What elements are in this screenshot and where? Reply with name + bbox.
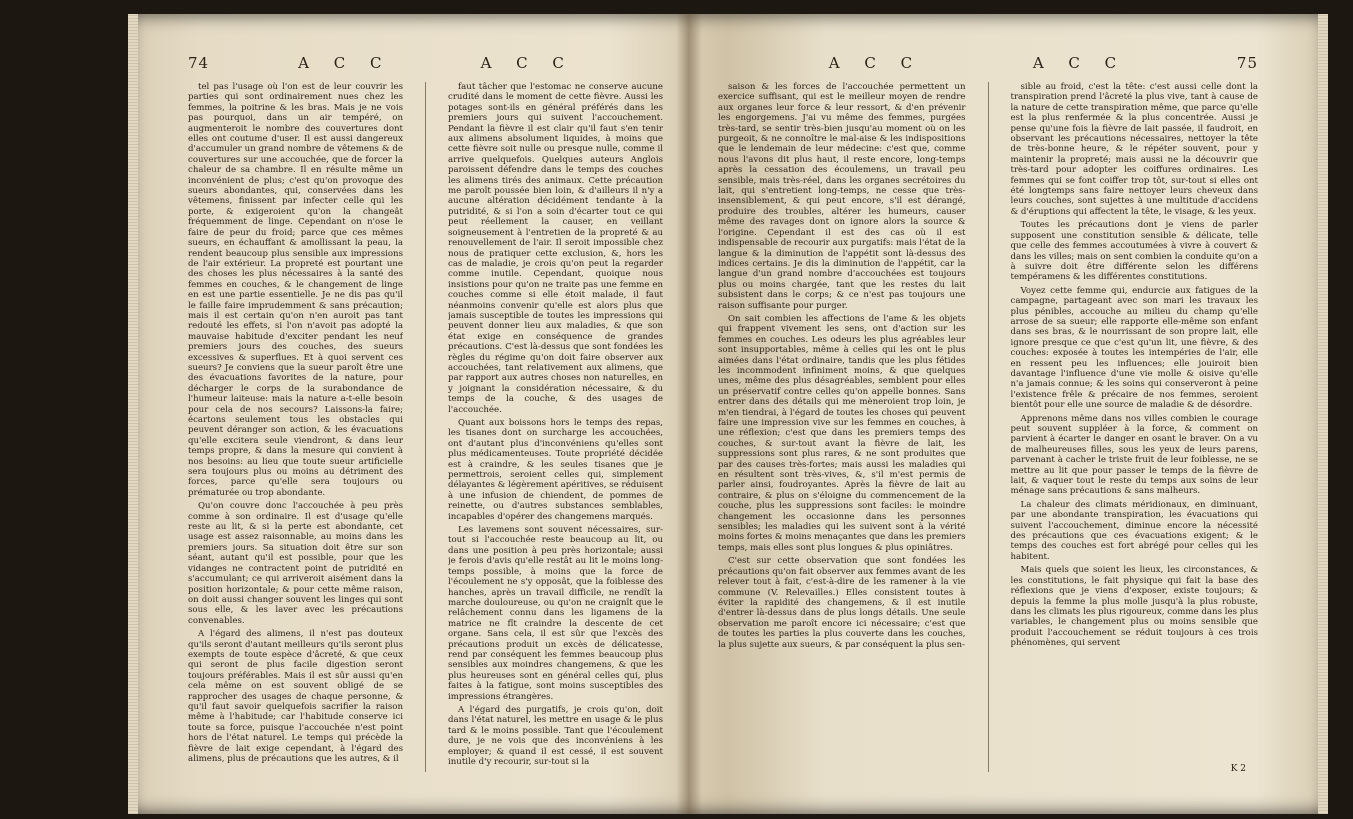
paragraph: A l'égard des alimens, il n'est pas douteux qu'ils seront d'autant meilleurs qu'ils seront plus exempts de toute espèce d'âcreté, & que ceux qui seront de plus facile digestion seront toujours préférables. Mais il est sûr aussi qu'en cela même on est souvent obligé de se rapprocher des usages de chaque personne, & qu'il faut savoir quelquefois sacrifier la raison même à l'habitude; car l'habitude conserve ici toute sa force, puisque l'accouchée n'est point hors de l'état naturel. Le temps qui précède la fièvre de lait exige cependant, à l'égard des alimens, plus de précautions que les autres, & il	[188, 629, 403, 764]
left-column-2	[448, 82, 663, 772]
paragraph: Apprenons même dans nos villes combien le courage peut souvent suppléer à la force, & comment on parvient à écarter le danger en osant le braver. On a vu de malheureuses filles, sous les yeux de leurs parens, parvenant à cacher le triste fruit de leur foiblesse, ne se mettre au lit que pour passer le temps de la fièvre de lait, & vaquer tout le reste du temps aux soins de leur ménage sans précautions & sans malheurs.	[1010, 413, 1258, 497]
right-head-left: A C C	[828, 54, 923, 72]
paragraph: La chaleur des climats méridionaux, en diminuant, par une abondante transpiration, les évacuations qui suivent l'accouchement, diminue encore la nécessité des précautions que ces évacuations exigent; & le temps des couches est fort abrégé pour celles qui les habitent.	[1010, 499, 1258, 562]
right-page	[718, 54, 1258, 772]
column-rule	[988, 82, 989, 772]
paragraph: Qu'on couvre donc l'accouchée à peu près comme à son ordinaire. Il est d'usage qu'elle reste au lit, & si la perte est abondante, cet usage est assez raisonnable, au moins dans les premiers jours. Sa situation doit être sur son séant, autant qu'il est possible, pour que les vidanges ne contractent point de putridité en s'accumulant; ce qui arriveroit aisément dans la position horizontale; & pour cette même raison, on doit aussi changer souvent les linges qui sont sous elle, & les laver avec les précautions convenables.	[188, 501, 403, 626]
page-edge-left	[128, 14, 138, 814]
open-book	[128, 14, 1328, 814]
left-head-left: A C C	[298, 54, 392, 72]
page-number-right: 75	[1236, 54, 1258, 72]
paragraph: Toutes les précautions dont je viens de parler supposent une constitution sensible & délicate, telle que celle des femmes accoutumées à vivre à couvert & dans les villes; mais on sent combien la conduite qu'on a à suivre doit être différente selon les différens tempéramens & les différentes constitutions.	[1010, 220, 1258, 283]
paragraph: sible au froid, c'est la tête: c'est aussi celle dont la transpiration prend l'âcreté la plus vive, tant à cause de la nature de cette transpiration même, que parce qu'elle est la plus renfermée & la plus concentrée. Aussi je pense qu'une fois la fièvre de lait passée, il faudroit, en observant les précautions nécessaires, nettoyer la tête de très-bonne heure, & le répéter souvent, pour y maintenir la propreté; mais aussi ne la découvrir que très-tard pour adopter les coiffures ordinaires. Les femmes qui se font coiffer trop tôt, sur-tout si elles ont été longtemps sans faire nettoyer leurs cheveux dans leurs couches, sont sujettes à une multitude d'accidens & d'éruptions qui affectent la tête, le visage, & les yeux.	[1010, 82, 1258, 217]
book-gutter	[676, 14, 702, 814]
left-page	[188, 54, 663, 772]
paragraph: faut tâcher que l'estomac ne conserve aucune crudité dans le moment de cette fièvre. Aussi les potages sont-ils en général préférés dans les premiers jours qui suivent l'accouchement. Pendant la fièvre il est clair qu'il faut s'en tenir aux alimens absolument liquides, à moins que cette fièvre soit nulle ou presque nulle, comme il arrive quelquefois. Quelques auteurs Anglois paroissent défendre dans le temps des couches les alimens tirés des animaux. Cette précaution me paroît poussée bien loin, & d'ailleurs il n'y a aucune altération décidément tendante à la putridité, & si l'on a soin d'écarter tout ce qui peut réellement la causer, en veillant soigneusement à l'entretien de la propreté & au renouvellement de l'air. Il seroit impossible chez nous de pratiquer cette exclusion, &, hors les cas de maladie, je crois qu'on peut la regarder comme inutile. Cependant, quoique nous insistions pour qu'on ne traite pas une femme en couches comme si elle étoit malade, il faut néanmoins convenir qu'elle est alors plus que jamais susceptible de toutes les impressions qui peuvent donner lieu aux maladies, & que son état exige en conséquence de grandes précautions. C'est là-dessus que sont fondées les règles du régime qu'on doit faire observer aux accouchées, tant relativement aux alimens, que par rapport aux autres choses non naturelles, en y joignant la considération nécessaire, & du temps de la couche, & des usages de l'accouchée.	[448, 82, 663, 415]
page-number-left: 74	[188, 54, 210, 72]
paragraph: Les lavemens sont souvent nécessaires, sur-tout si l'accouchée reste beaucoup au lit, ou dans une position à peu près horizontale; aussi je ferois d'avis qu'elle restât au lit le moins long-temps possible, à moins que la force de l'écoulement ne s'y opposât, que la foiblesse des hanches, après un travail difficile, ne rendît la marche douloureuse, ou qu'on ne craignît que le relâchement connu dans les ligamens de la matrice ne fît craindre la descente de cet organe. Sans cela, il est sûr que l'excès des précautions produit un excès de délicatesse, rend par conséquent les femmes beaucoup plus sensibles aux moindres changemens, & que les plus heureuses sont en général celles qui, plus faites à la fatigue, sont moins susceptibles des impressions étrangères.	[448, 525, 663, 702]
left-running-head	[188, 54, 663, 72]
right-running-head	[718, 54, 1258, 72]
column-rule	[425, 82, 426, 772]
paragraph: Mais quels que soient les lieux, les circonstances, & les constitutions, le fait physique qui fait la base des réflexions que je viens d'exposer, existe toujours; & depuis la femme la plus molle jusqu'à la plus robuste, dans les climats les plus rigoureux, comme dans les plus variables, le changement plus ou moins sensible que produit l'accouchement se réduit toujours à ces trois phénomènes, qui servent	[1010, 565, 1258, 649]
left-column-1	[188, 82, 403, 772]
left-head-right: A C C	[480, 54, 574, 72]
right-column-2	[1011, 82, 1259, 772]
paragraph: Voyez cette femme qui, endurcie aux fatigues de la campagne, partageant avec son mari les travaux les plus pénibles, accouche au milieu du champ qu'elle arrose de sa sueur; elle rapporte elle-même son enfant dans ses bras, & le nourrissant de son propre lait, elle ignore presque ce que c'est qu'un lit, une fièvre, & des couches: exposée à toutes les intempéries de l'air, elle en ressent peu les influences; elle jouiroit bien davantage l'influence d'une vie molle & oisive qu'elle n'a jamais connue; & les soins qui conserveront à peine l'existence frêle & précaire de nos femmes, seroient bientôt pour elle une source de maladie & de désordre.	[1010, 285, 1258, 411]
right-column-1	[718, 82, 966, 772]
right-head-right: A C C	[1032, 54, 1127, 72]
page-edge-right	[1318, 14, 1328, 814]
paragraph: tel pas l'usage où l'on est de leur couvrir les parties qui sont ordinairement nues chez les femmes, la poitrine & les bras. Mais je ne vois pas pourquoi, dans un air tempéré, on augmenteroit le nombre des couvertures dont elles ont coutume d'user. Il est aussi dangereux d'accumuler un grand nombre de vêtemens & de couvertures sur une accouchée, que de forcer la chaleur de sa chambre. Il en résulte même un inconvénient de plus; c'est qu'on provoque des sueurs abondantes, qui, conservées dans les vêtemens, finissent par infecter celle qui les porte, & exigeroient qu'on la changeât fréquemment de linge. Cependant on n'ose le faire de peur du froid; parce que ces mêmes sueurs, en échauffant & amollissant la peau, la rendent beaucoup plus sensible aux impressions de l'air extérieur. La propreté est pourtant une des choses les plus nécessaires à la santé des femmes en couches, & le changement de linge en est une partie essentielle. Je ne dis pas qu'il le faille faire imprudemment & sans précaution; mais il est certain qu'on n'en auroit pas tant redouté les effets, si l'on n'avoit pas adopté la mauvaise habitude d'exciter pendant les neuf premiers jours des couches, des sueurs excessives & superflues. Et à quoi servent ces sueurs? Je conviens que la sueur paroît être une des évacuations favorites de la nature, pour décharger le corps de la surabondance de l'humeur laiteuse: mais la nature a-t-elle besoin pour cela de nos secours? Laissons-la faire; écartons seulement tous les obstacles qui peuvent déranger son action, & les évacuations qu'elle excitera seule viendront, & dans leur temps propre, & dans la mesure qui convient à nos besoins: au lieu que toute sueur artificielle sera toujours plus ou moins au détriment des forces, parce qu'elle sera toujours ou prématurée ou trop abondante.	[188, 82, 403, 498]
paragraph: On sait combien les affections de l'ame & les objets qui frappent vivement les sens, ont d'action sur les femmes en couches. Les odeurs les plus agréables leur sont insupportables, même à celles qui les ont le plus aimées dans l'état ordinaire, tandis que les plus fétides les incommodent infiniment moins, & que quelques unes, même des plus désagréables, semblent pour elles un préservatif contre celles qu'on appelle bonnes. Sans entrer dans des détails qui me mèneroient trop loin, je m'en tiendrai, à l'égard de toutes les choses qui peuvent faire une impression vive sur les femmes en couches, à une réflexion; c'est que dans les premiers temps des couches, & sur-tout avant la fièvre de lait, les suppressions sont plus rares, & ne sont produites que par des causes très-fortes; mais aussi les maladies qui en résultent sont très-vives, &, s'il m'est permis de parler ainsi, foudroyantes. Après la fièvre de lait au contraire, & plus on s'éloigne du commencement de la couche, plus les suppressions sont faciles: le moindre changement les occasionne dans les personnes sensibles; les maladies qui les suivent sont à la vérité moins fortes & moins menaçantes que dans les premiers temps, mais elles sont plus longues & plus opiniâtres.	[718, 313, 966, 553]
paragraph: C'est sur cette observation que sont fondées les précautions qu'on fait observer aux femmes avant de les relever tout à fait, c'est-à-dire de les ramener à la vie commune (V. Relevailles.) Elles consistent toutes à éviter la rapidité des changemens, & il est inutile d'entrer là-dessus dans de plus longs détails. Une seule observation me paroît encore ici nécessaire; c'est que de toutes les parties la plus couverte dans les couches, la plus sujette aux sueurs, & par conséquent la plus sen-	[718, 556, 966, 650]
catchword: K 2	[1230, 764, 1246, 774]
paragraph: Quant aux boissons hors le temps des repas, les tisanes dont on surcharge les accouchées, ont d'autant plus d'inconvéniens qu'elles sont plus médicamenteuses. Toute propriété décidée est à craindre, & les seules tisanes que je permettrois, seroient celles qui, simplement délayantes & légèrement apéritives, se réduisent à une infusion de chiendent, de pommes de reinette, ou d'autres substances semblables, incapables d'opérer des changemens marqués.	[448, 418, 663, 522]
paragraph: saison & les forces de l'accouchée permettent un exercice suffisant, qui est le meilleur moyen de rendre aux organes leur force & leur ressort, & d'en prévenir les engorgemens. J'ai vu même des femmes, purgées très-tard, se sentir très-bien jusqu'au moment où on les purgeoit, & ne connoître le mal-aise & les indispositions que le lendemain de leur médecine: c'est que, comme nous l'avons dit plus haut, il reste encore, long-temps après la cessation des écoulemens, un travail peu sensible, mais très-réel, dans les organes secrétoires du lait, qui s'entretient long-temps, ne cesse que très-insensiblement, & qui peut encore, s'il est dérangé, produire des troubles, altérer les humeurs, causer même des ravages dont on ignore alors la source & l'origine. Cependant il est des cas où il est indispensable de recourir aux purgatifs: mais l'état de la langue & la diminution de l'appétit sont là-dessus des indices certains. Je dis la diminution de l'appétit, car la langue d'un grand nombre d'accouchées est toujours plus ou moins chargée, tant que les restes du lait subsistent dans le corps; & ce n'est pas toujours une raison suffisante pour purger.	[718, 82, 966, 311]
paragraph: A l'égard des purgatifs, je crois qu'on, doit dans l'état naturel, les mettre en usage & le plus tard & le moins possible. Tant que l'écoulement dure, je ne vois que des inconvéniens à les employer; & quand il est cessé, il est souvent inutile d'y recourir, sur-tout si la	[448, 704, 663, 767]
